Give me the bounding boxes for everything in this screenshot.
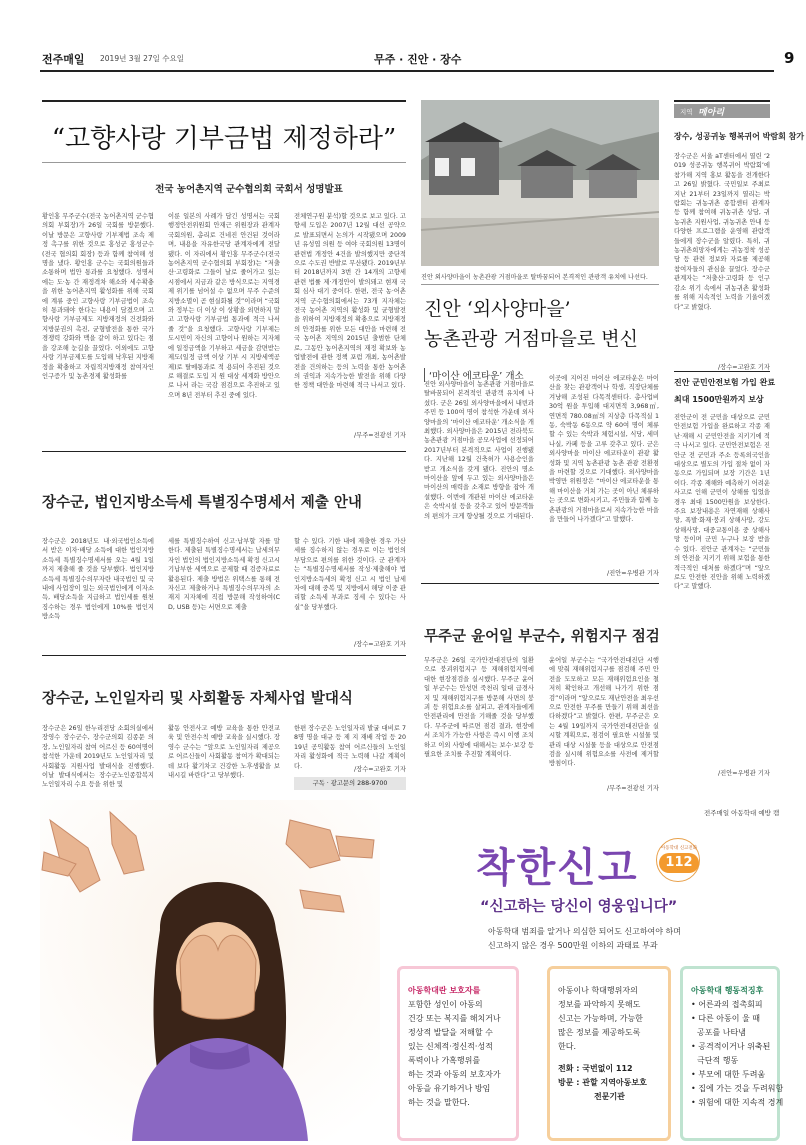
header-rule (40, 70, 774, 72)
right-item2-title2: 최대 1500만원까지 보상 (674, 395, 764, 404)
article1-col3: 전체연구원 분석)할 것으로 보고 있다. 고향세 도입은 2007년 12월 대선 공약으로 발표되면서 논의가 시작됐으며 2009년 유성엽 의원 등 여야 국회의원 13명이 관련법 개정안 4건을 발의했지만 중단적으로 수도권 반발로 무산됐다. 2019년부터 2018년까지 3번 간 14개의 고향세 관련 법률 제·개정안이 발의돼고 현재 국회 심사 대기 중이다. 한편, 전국 농·어촌지역 군수협의회에서는 73개 지자체는 전국 농어촌 지역의 활성화 및 균형발전을 위하여 지방재정의 확충으로 지방재정의 안정화를 위한 모든 대안을 마련해 전국 농어촌 지역의 2015년 출범한 단체로, 그동안 농어촌지역의 재정 확보와 농업발전에 관한 정책 포럼 개최, 농어촌발전을 건의하는 등의 노력을 통한 농어촌의 권익과 지속가능한 발전을 위해 다양한 정책 대안을 마련해 적극 나서고 있다. (294, 213, 406, 390)
definition-line: 정상적 발달을 저해할 수 (408, 1028, 493, 1037)
article2-byline: /장수=고완호 기자 (354, 641, 406, 648)
paper-name: 전주매일 (42, 53, 85, 66)
reporting-visit: 방문 : 관할 지역아동보호 (558, 1078, 647, 1087)
label-big: 메아리 (698, 108, 725, 118)
issue-date: 2019년 3월 27일 수요일 (100, 54, 185, 63)
right-item1-title: 장수, 성공귀농 행복귀어 박람회 참가 (674, 132, 805, 141)
article2-col1: 장수군은 2018년도 내·외국법인소득에서 받은 이자·배당 소득에 대한 법인지방소득세 특별징수명세서를 오는 4월 1일까지 제출해 줄 것을 당부했다. 법인지방소득세 특별징수의무자란 내국법인 및 국내에 사업장이 있는 외국법인에게 이자소득, 배당소득을 지급하고 법인세를 원천징수하는 경우 법인에게 10%를 법인지방소득 (42, 538, 154, 621)
article1-subhead: 전국 농어촌지역 군수협의회 국회서 성명발표 (155, 184, 343, 195)
article4-headline: 진안 ‘외사양마을’ (424, 298, 571, 320)
section-title: 무주 · 진안 · 장수 (374, 53, 462, 66)
article4-col2: 이곳에 지어진 마이산 에코타운은 마이산을 찾는 관광객이나 학생, 직장단체를 겨냥해 조성된 다목적센터다. 총사업비 30억 원을 투입해 대지면적 3,968㎡, 연면적 780.08㎡의 지상층 다목적실 1동, 숙박동 6동으로 약 60여 명이 체류할 수 있는 숙박과 체험시설, 식당, 세미나실, 카페 등을 고루 갖추고 있다. 군은 외사양마을 마이산 에코타운이 관광 활성화 및 지역 농촌관광 농촌 관광 전환점을 마련할 것으로 기대했다. 외사양마을 박영만 위원장은 “마이산 에코타운을 통해 마이산을 거쳐 가는 곳이 아닌 체류하는 곳으로 변화시키고, 주민들과 함께 농촌관광의 거점마을로서 지속가능한 마을을 만들어 나가겠다”고 말했다. (549, 375, 659, 524)
article4-col1: 진안 외사양마을이 농촌관광 거점마을로 탈바꿈되어 본격적인 관광객 유치에 나섰다. 군은 26일 외사양마을에서 내빈과 주민 등 100여 명이 참석한 가운데 외사양마을의 ‘마이산 에코타운’ 개소식을 개최했다. 외사양마을은 2015년 전라북도 농촌관광 거점마을 공모사업에 선정되어 2017년부터 본격적으로 사업이 진행됐다. 지난해 12월 건축허가 사용승인을 받고 개소식을 갖게 됐다. 진안의 명소 마이산을 앞에 두고 있는 외사양마을은 마이산의 매력을 소재로 방향을 잡아 개설했다. 이번에 개관된 마이산 에코타운은 숙박시설 등을 갖추고 있어 방문객들의 편의가 크게 향상될 것으로 기대된다. (424, 381, 534, 520)
article4-subhead: ‘마이산 에코타운’ 개소 (424, 368, 544, 382)
label-small: 지역 (680, 108, 693, 116)
article3-col2: 활동 안전사고 예방 교육을 통한 안전교육 및 안전수칙 예방 교육을 실시했다. 장영수 군수는 “앞으로 노인일자리 제공으로 어르신들이 사회활동 참여가 확대되는데 보다 활기차고 건강한 노후생활을 보내시길 바란다”고 당부했다. (168, 725, 280, 780)
signs-title: 아동학대 행동적징후 (691, 986, 764, 995)
reporting-line: 정보를 파악하지 못해도 (558, 1000, 641, 1009)
definition-line: 포함한 성인이 아동의 (408, 1000, 483, 1009)
article3-col1: 장수군은 26일 한누리전당 소회의실에서 장영수 장수군수, 장수군의회 김종문 의장, 노인일자리 참여 어르신 등 60여명이 참석한 가운데 2019년도 노인일자리 및 사회활동 지원사업 발대식을 진행했다. 이날 발대식에서는 장수군노인종합복지 노인일자리 수요 등을 위한 및 (42, 725, 154, 789)
article5-headline: 무주군 윤어일 부군수, 위험지구 점검 (424, 629, 660, 645)
definition-line: 폭력이나 가혹행위를 (408, 1056, 481, 1065)
village-photo-caption: 진안 외사양마을이 농촌관광 거점마을로 탈바꿈되어 본격적인 관광객 유치에 나선다. (421, 274, 648, 281)
definition-title: 아동학대란 보호자를 (408, 986, 481, 995)
ad-title: 착한신고 (476, 845, 639, 891)
definition-box (397, 966, 519, 1141)
badge-number: 112 (659, 853, 699, 873)
badge-caption: 아동학대 신고전화 (660, 846, 698, 851)
ad-desc-1: 아동학대 범죄를 알거나 의심한 되어도 신고하여야 하며 (488, 927, 681, 936)
ad-desc-2: 신고하지 않은 경우 500만원 이하의 과태료 부과 (488, 941, 658, 950)
right-item2-title: 진안 군민안전보험 가입 완료 (674, 378, 776, 387)
village-photo (421, 100, 659, 266)
reporting-line: 한다. (558, 1042, 576, 1051)
reporting-line: 많은 정보를 제공하도록 (558, 1028, 641, 1037)
reporting-line: 신고는 가능하며, 가능한 (558, 1014, 643, 1023)
definition-line: 하는 것을 말한다. (408, 1098, 470, 1107)
sign-item: 공포를 나타냄 (697, 1028, 746, 1037)
page-number: 9 (784, 49, 795, 67)
definition-line: 아동을 유기하거나 방임 (408, 1084, 491, 1093)
sign-item: 극단적 행동 (697, 1056, 739, 1065)
article3-col3: 한편 장수군은 노인일자리 발굴 대비로 78명 명을 대규 등 제 지 재배 작업 등 2019년 공익활동 참여 어르신들의 노인일자리 활성화에 적극 노력해 나갈 계획이다. (294, 725, 406, 770)
subscription-ad-label: 구독 · 광고문의 288-9700 (294, 777, 406, 790)
crying-girl-illustration (40, 800, 380, 1141)
article3-byline: /장수=고완호 기자 (354, 766, 406, 773)
child-abuse-ad (40, 800, 784, 1141)
sign-item: • 공격적이거나 위축된 (691, 1042, 771, 1051)
ad-slogan: “신고하는 당신이 영웅입니다” (480, 899, 678, 915)
right-item1-body: 장수군은 서울 aT센터에서 열린 ‘2019 성공귀농 행복귀어 박람회’에 참가해 지역 홍보 활동을 전개한다고 26일 밝혔다. 국민일보 주최로 지난 21부터 23일까지 열리는 박람회는 귀농귀촌 종합센터 관계자 등 함께 참여해 귀농귀촌 상담, 귀농귀촌 지원사업, 귀농귀촌 안내 등 다양한 프로그램을 운영해 관람객들에게 장수군을 알렸다. 특히, 귀농귀촌희망자에게는 귀농정착 성공담 등 관련 정보와 자료를 제공해 참여자들의 관심을 끌었다. 장수군 관계자는 “저출산·고령화 등 인구감소 위기 속에서 귀농귀촌 활성화를 위해 지속적인 노력을 기울이겠다”고 밝혔다. (674, 153, 770, 311)
right-item2-byline: /진안=우병관 기자 (718, 770, 770, 777)
article5-col1: 무주군은 26일 국가안전대진단의 일환으로 붕괴위험지구 등 재해위험지역에 대한 현장점검을 실시했다. 무주군 윤어일 부군수는 안성면 죽천리 일대 급경사지 및 재해위험지구를 방문해 사면의 붕괴 등 위험요소를 살피고, 관계자들에게 안전관리에 만전을 기해줄 것을 당부했다. 무주군에 따르면 점검 결과, 현장에서 조치가 가능한 사항은 즉시 이행 조치하고 이외 사항에 대해서는 보수·보강 등 필요한 조치를 추진할 계획이다. (424, 657, 534, 759)
definition-line: 있는 신체적·정신적·성적 (408, 1042, 493, 1051)
right-item1-byline: /장수=고완호 기자 (718, 364, 770, 371)
article2-col2: 세를 특별징수하여 신고·납부할 자를 말한다. 제출된 특별징수명세서는 납세의무자인 법인의 법인지방소득세 확정 신고시 기납부한 세액으로 공제할 때 검증자료로 활용된다. 제출 방법은 위택스를 통해 전자신고 제출하거나 특별징수의무자의 소재지 지자체에 직접 방문해 작성하여(CD, USB 등)는 서면으로 제출 (168, 538, 280, 611)
reporting-line: 아동이나 학대행위자의 (558, 986, 638, 995)
sign-item: • 어른과의 접촉회피 (691, 1000, 763, 1009)
article1-col1: 황인홍 무주군수(전국 농어촌지역 군수협의회 부회장)가 26일 국회를 방문했다. 이날 방문은 고향사랑 기부제법 조속 제정 촉구를 위한 것으로 홍성군 홍성군수(전국 협의회 회장) 등과 함께 참여해 성명을 냈다. 황인홍 군수는 국회의원들과 소통하며 법안 통과를 요청했다. 성명서에는 도·농 간 재정격차 해소와 세수확충을 위한 농어촌지역 활성화를 위해 국회에 계류 중인 고향사랑 기부금법이 조속히 통과돼야 한다는 내용이 담겼으며 고향사랑 기부금제도 지방재정의 건전화와 지방분권의 촉진, 균형발전을 통한 국가경쟁력 강화와 맥을 같이 하고 있다는 점을 강조해 눈길을 끌었다. 이외에도 고향사랑 기부금제도를 도입해 낙후된 지방재정을 확충하고 자립적지방재정 참여자인 인구증가 및 농촌경제 활성화를 (42, 213, 154, 380)
sign-item: • 다른 아동이 울 때 (691, 1014, 760, 1023)
definition-line: 건강 또는 복지를 해치거나 (408, 1014, 501, 1023)
reporting-visit-2: 전문기관 (594, 1092, 625, 1101)
sign-item: • 위험에 대한 지속적 경계 (691, 1098, 784, 1107)
right-item2-body: 진안군이 전 군민을 대상으로 군민안전보험 가입을 완료하고 각종 재난·재해 시 군민안전을 지키기에 적극 나서고 있다. 군민안전보험은 진안군 전 군민과 주소 등록외국인을 대상으로 별도의 가입 절차 없이 자동으로 가입되며 보장 기간은 1년이다. 각종 재해와 예측하기 어려운 사고로 인해 군민이 상해를 입었을 경우 최대 1500만원을 보상한다. 주요 보장내용은 자연재해 상해사망, 폭발·화재·붕괴 상해사망, 강도 상해사망, 대중교통이용 중 상해사망 등이며 군민 누구나 보장 받을 수 있다. 진안군 관계자는 “군민들의 안전을 지키기 위해 보험을 통한 적극적인 대처를 하겠다”며 “앞으로도 안전한 진안을 위해 노력하겠다”고 말했다. (674, 414, 770, 591)
masthead (40, 48, 795, 70)
article4-byline: /진안=우병관 기자 (607, 570, 659, 577)
report-badge (656, 838, 700, 882)
article1-headline: “고향사랑 기부금법 제정하라” (51, 124, 397, 154)
sign-item: • 집에 가는 것을 두려워함 (691, 1084, 784, 1093)
article5-byline: /무주=전광선 기자 (607, 785, 659, 792)
article1-col2: 이룬 일본의 사례가 담긴 성명서는 국회 행정안전위원회 안재근 위원장과 관계자 국회의원, 총리로 건네진 안건된 것이라며, 내용을 자유한국당 관계자에게 전달됐다. 이 자리에서 황인홍 무주군수(전국 농어촌지역 군수협의회 부회장)는 “저출산·고령화로 그들이 날로 줄어가고 있는 시점에서 지금과 같은 방식으로는 지역경제 위기를 넘어설 수 없으며 무주 수준의 지방소멸이 곧 현실화될 것”이라며 “국회와 정부는 더 이상 이 상황을 외면하지 말고 고향사랑 기부금법 통과에 적극 나서줄 것”을 요청했다. 고향사랑 기부제는 도시민이 자신의 고향이나 원하는 지자체에 일정금액을 기부하고 세금을 감면받는 제도(일정 금액 이상 기부 시 지방세액공제)로 탈메통과로 적 용되어 추진된 것으로 해결로 도입 지 원 대상 세계화 방안으로 나서 라는 국감 점검으로 추진하고 있으며 8년 전부터 추진 중에 있다. (168, 213, 280, 399)
article3-headline: 장수군, 노인일자리 및 사회활동 자체사업 발대식 (42, 691, 353, 707)
article5-col2: 윤어일 부군수는 “국가안전대진단 시행에 맞춰 재해위험지구를 점검해 주민 안전을 도모하고 모든 재해위험요인을 철저히 확인하고 개선해 나가기 위한 점검”이라며 “앞으로도 재난안전을 최우선으로 안전한 무주를 만들기 위해 최선을 다하겠다”고 밝혔다. 한편, 무주군은 오는 4월 19일까지 국가안전대진단을 실시할 계획으로, 점검이 필요한 시설물 및 관리 대상 시설물 등을 대상으로 안전점검을 실시해 위험요소를 사전에 제거할 방침이다. (549, 657, 659, 768)
reporting-phone: 전화 : 국번없이 112 (558, 1064, 633, 1073)
reporting-info-box (547, 966, 671, 1141)
sign-item: • 부모에 대한 두려움 (691, 1070, 766, 1079)
article2-col3: 할 수 있다. 기한 내에 제출한 경우 가산세를 징수하지 않는 경우로 이는 법인의 부담으로 편의를 위한 것이다. 군 관계자는 “특별징수명세서를 작성·제출해야 법인지방소득세의 확정 신고 시 법인 납세자에 대해 중복 및 지방에서 해당 이중 관리할 소득세 부과로 징세 수 있다는 사실”을 당부했다. (294, 538, 406, 611)
ad-top-label: 전주매일 아동학대 예방 캠 (704, 809, 780, 817)
article4-headline2: 농촌관광 거점마을로 변신 (424, 328, 638, 350)
article1-byline: /무주=전광선 기자 (354, 432, 406, 439)
region-column-label (674, 104, 770, 118)
signs-box (680, 966, 784, 1141)
definition-line: 하는 것과 아동의 보호자가 (408, 1070, 501, 1079)
article2-headline: 장수군, 법인지방소득세 특별징수명세서 제출 안내 (42, 495, 362, 511)
